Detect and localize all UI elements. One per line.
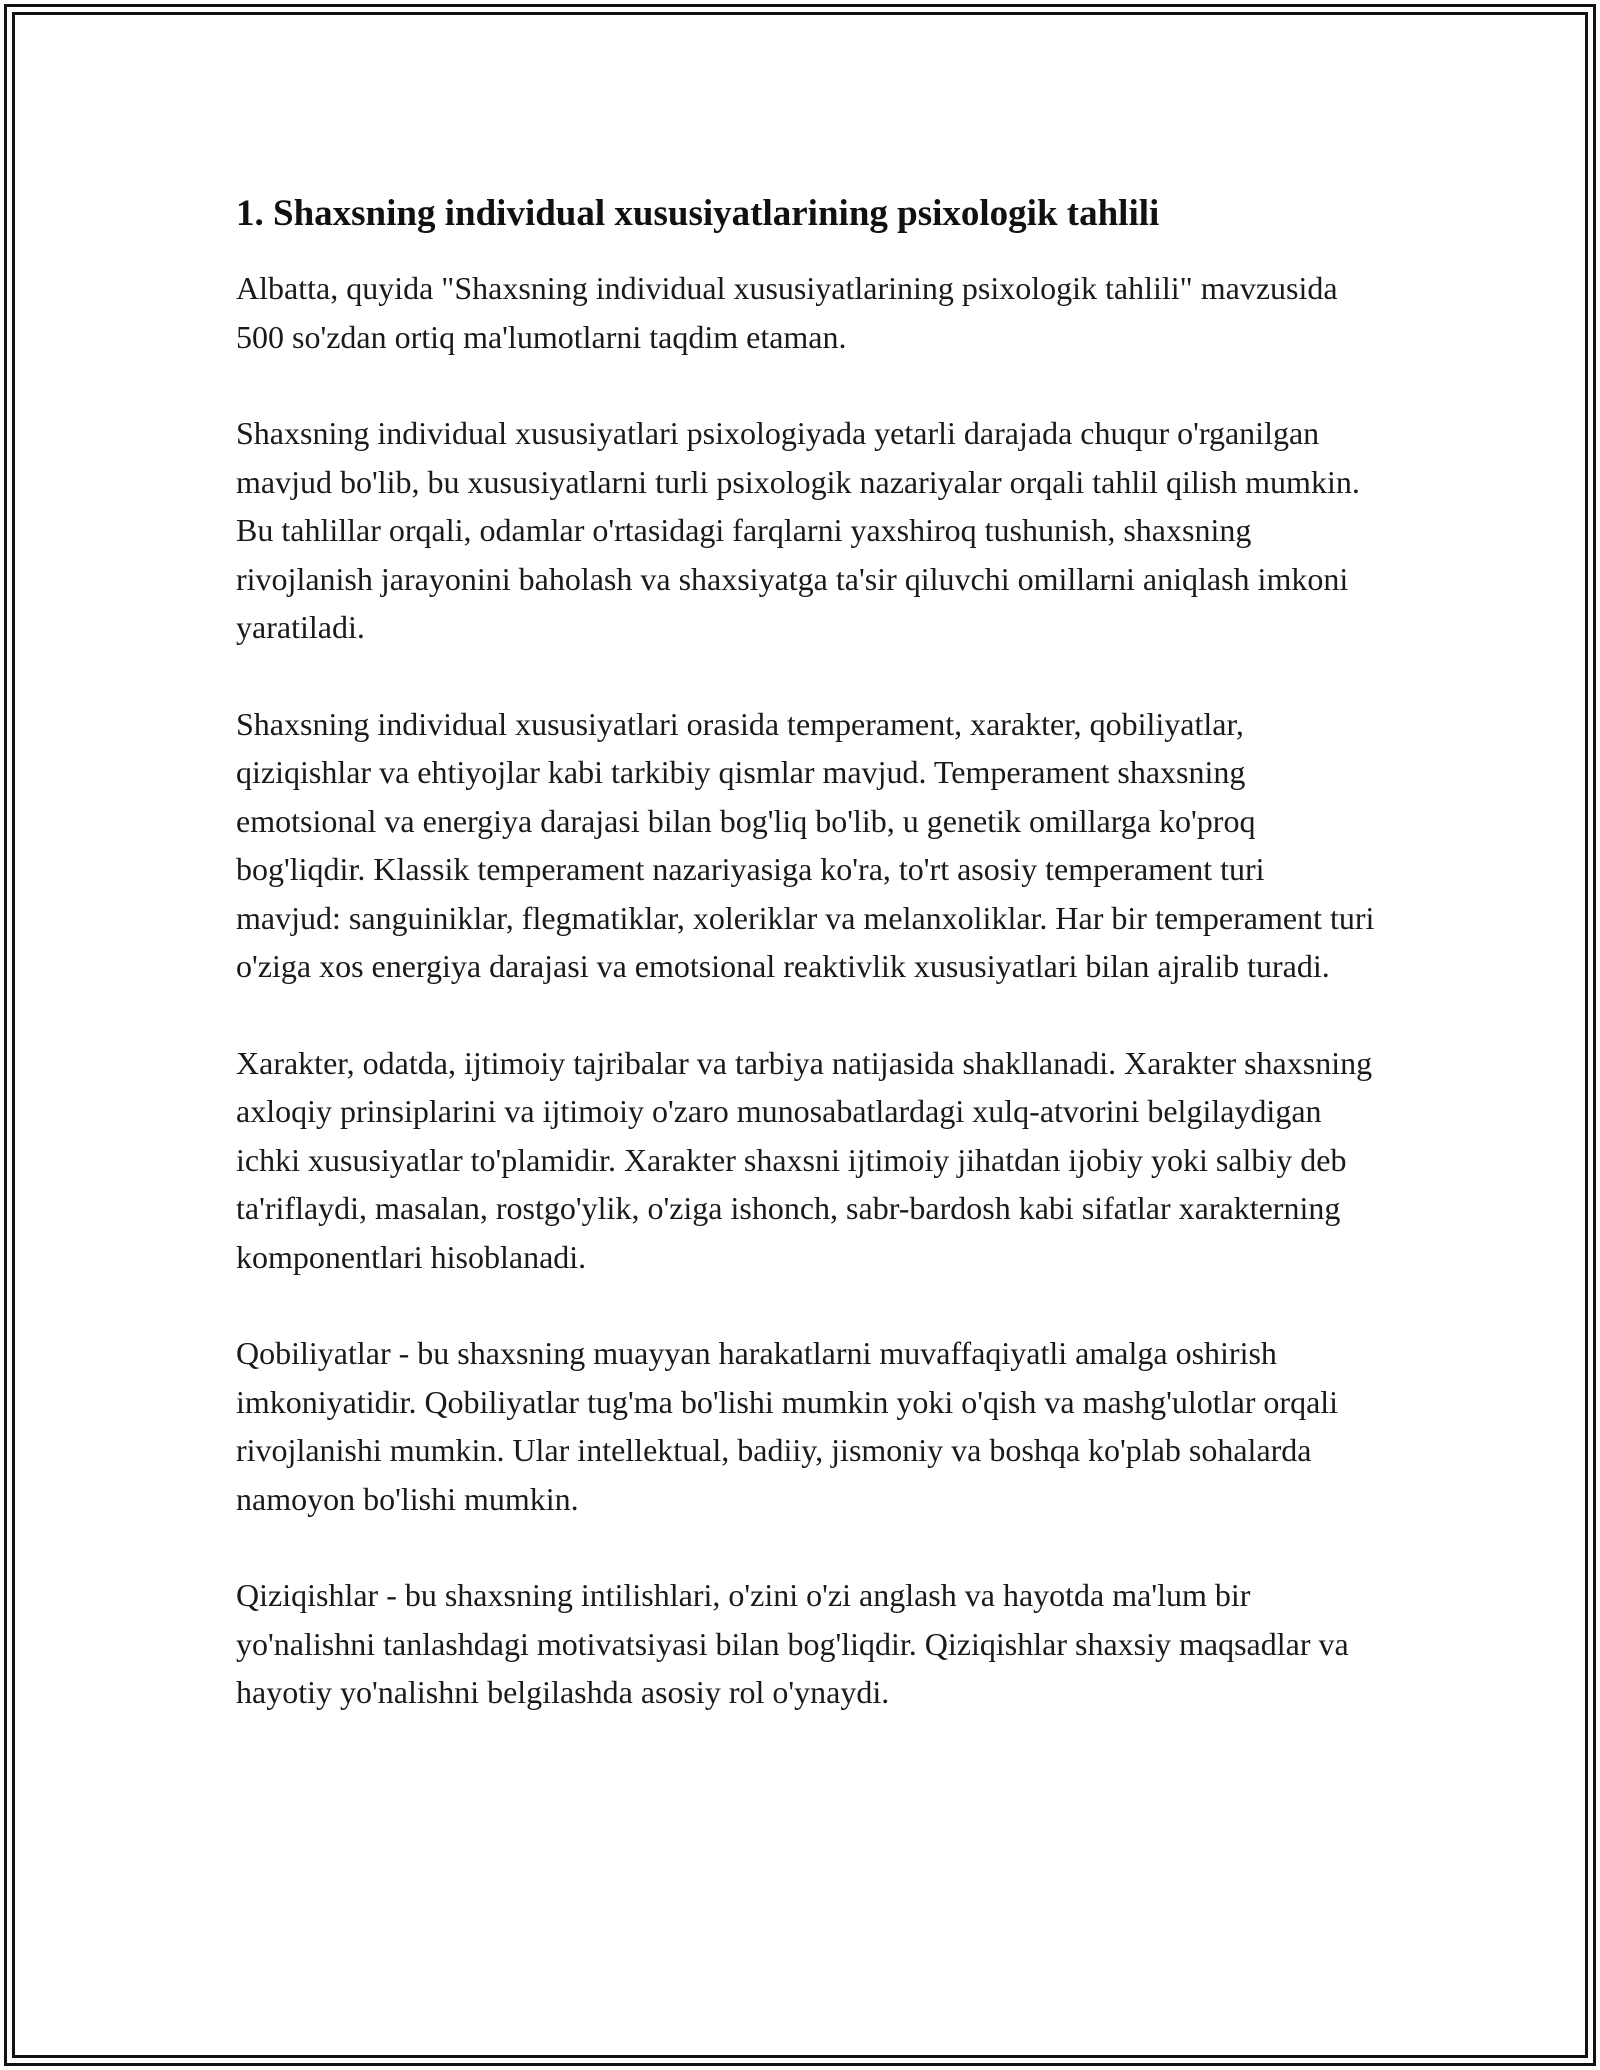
document-body xyxy=(236,188,1376,1765)
paragraph-abilities: Qobiliyatlar - bu shaxsning muayyan harakatlarni muvaffaqiyatli amalga oshirish imkoniyatidir. Qobiliyatlar tug'ma bo'lishi mumkin yoki o'qish va mashg'ulotlar orqali rivojlanishi mumkin. Ular intellektual, badiiy, jismoniy va boshqa ko'plab sohalarda namoyon bo'lishi mumkin. xyxy=(236,1335,1339,1517)
paragraph-intro: Albatta, quyida "Shaxsning individual xususiyatlarining psixologik tahlili" mavzusida 500 so'zdan ortiq ma'lumotlarni taqdim etaman. xyxy=(236,270,1338,355)
paragraph-interests: Qiziqishlar - bu shaxsning intilishlari, o'zini o'zi anglash va hayotda ma'lum bir yo'nalishni tanlashdagi motivatsiyasi bilan bog'liqdir. Qiziqishlar shaxsiy maqsadlar va hayotiy yo'nalishni belgilashda asosiy rol o'ynaydi. xyxy=(236,1577,1349,1710)
paragraph-character: Xarakter, odatda, ijtimoiy tajribalar va tarbiya natijasida shakllanadi. Xarakter shaxsning axloqiy prinsiplarini va ijtimoiy o'zaro munosabatlardagi xulq-atvorini belgilaydigan ichki xususiyatlar to'plamidir. Xarakter shaxsni ijtimoiy jihatdan ijobiy yoki salbiy deb ta'riflaydi, masalan, rostgo'ylik, o'ziga ishonch, sabr-bardosh kabi sifatlar xarakterning komponentlari hisoblanadi. xyxy=(236,1044,1373,1275)
paragraph-overview: Shaxsning individual xususiyatlari psixologiyada yetarli darajada chuqur o'rganilgan mavjud bo'lib, bu xususiyatlarni turli psixologik nazariyalar orqali tahlil qilish mumkin. Bu tahlillar orqali, odamlar o'rtasidagi farqlarni yaxshiroq tushunish, shaxsning rivojlanish jarayonini baholash va shaxsiyatga ta'sir qiluvchi omillarni aniqlash imkoni yaratiladi. xyxy=(236,415,1360,645)
paragraph-temperament: Shaxsning individual xususiyatlari orasida temperament, xarakter, qobiliyatlar, qiziqishlar va ehtiyojlar kabi tarkibiy qismlar mavjud. Temperament shaxsning emotsional va energiya darajasi bilan bog'liq bo'lib, u genetik omillarga ko'proq bog'liqdir. Klassik temperament nazariyasiga ko'ra, to'rt asosiy temperament turi mavjud: sanguiniklar, flegmatiklar, xoleriklar va melanxoliklar. Har bir temperament turi o'ziga xos energiya darajasi va emotsional reaktivlik xususiyatlari bilan ajralib turadi. xyxy=(236,705,1375,984)
section-heading: 1. Shaxsning individual xususiyatlarining psixologik tahlili xyxy=(236,193,1160,234)
